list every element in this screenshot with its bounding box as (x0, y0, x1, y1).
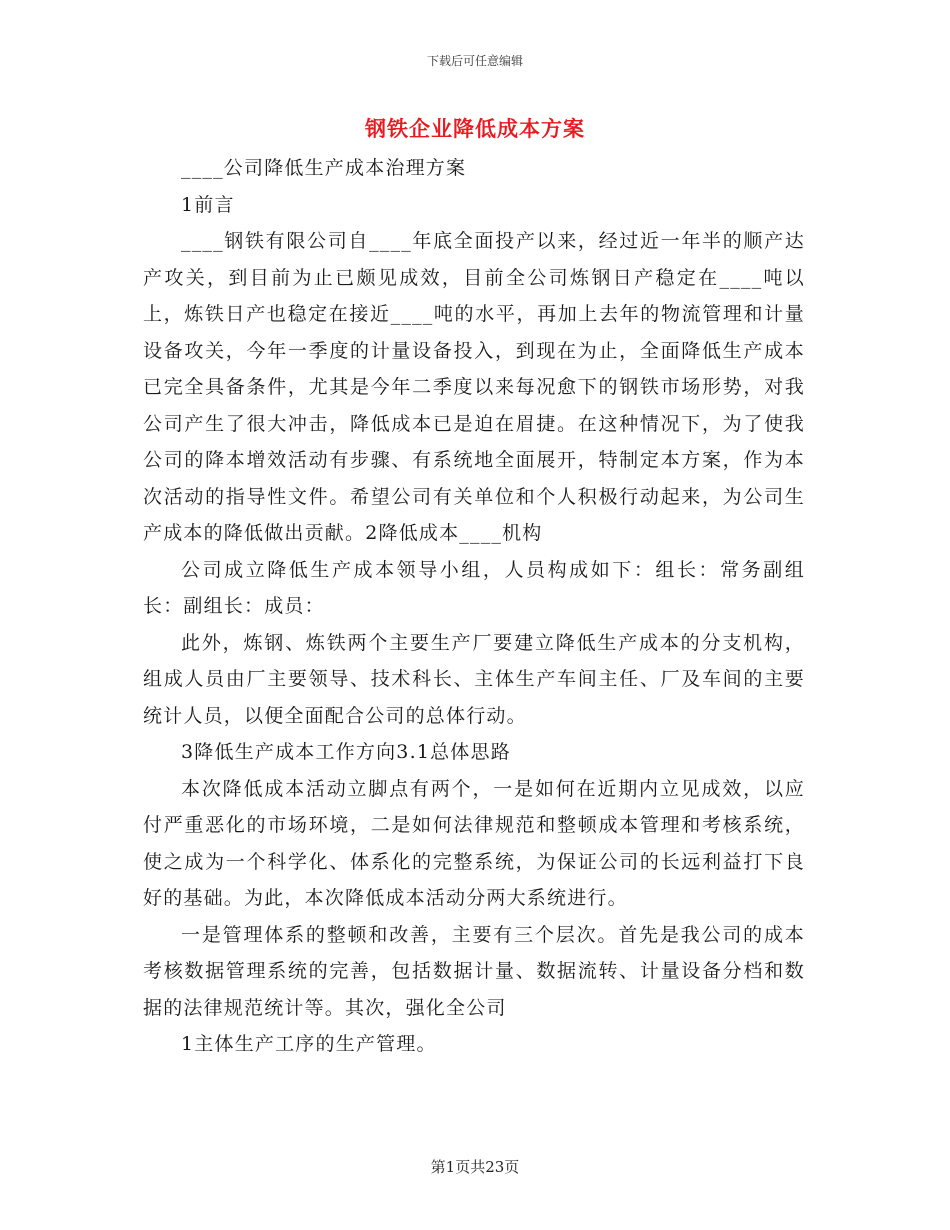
body-paragraph: ____钢铁有限公司自____年底全面投产以来，经过近一年半的顺产达产攻关，到目前为止已颇见成效，目前全公司炼钢日产稳定在____吨以上，炼铁日产也稳定在接近____吨的水平，再加上去年的物流管理和计量设备攻关，今年一季度的计量设备投入，到现在为止，全面降低生产成本已完全具备条件，尤其是今年二季度以来每况愈下的钢铁市场形势，对我公司产生了很大冲击，降低成本已是迫在眉捷。在这种情况下，为了使我公司的降本增效活动有步骤、有系统地全面展开，特制定本方案，作为本次活动的指导性文件。希望公司有关单位和个人积极行动起来，为公司生产成本的降低做出贡献。2降低成本____机构 (143, 230, 805, 544)
body-paragraph: 1主体生产工序的生产管理。 (181, 1033, 437, 1055)
body-paragraph: 本次降低成本活动立脚点有两个，一是如何在近期内立见成效，以应付严重恶化的市场环境，二是如何法律规范和整顿成本管理和考核系统，使之成为一个科学化、体系化的完整系统，为保证公司的长远利益打下良好的基础。为此，本次降低成本活动分两大系统进行。 (143, 777, 805, 909)
page-header-note: 下载后可任意编辑 (426, 54, 523, 68)
document-title: 钢铁企业降低成本方案 (365, 116, 585, 141)
body-paragraph: 公司成立降低生产成本领导小组，人员构成如下：组长：常务副组长：副组长：成员： (143, 558, 805, 617)
subtitle-paragraph: ____公司降低生产成本治理方案 (181, 157, 467, 179)
section-heading-preface: 1前言 (181, 193, 235, 216)
section-heading-direction: 3降低生产成本工作方向3.1总体思路 (181, 741, 511, 763)
body-paragraph: 一是管理体系的整顿和改善，主要有三个层次。首先是我公司的成本考核数据管理系统的完善，包括数据计量、数据流转、计量设备分档和数据的法律规范统计等。其次，强化全公司 (143, 923, 805, 1019)
page-footer-number: 第1页共23页 (430, 1158, 520, 1176)
body-paragraph: 此外，炼钢、炼铁两个主要生产厂要建立降低生产成本的分支机构，组成人员由厂主要领导、技术科长、主体生产车间主任、厂及车间的主要统计人员，以便全面配合公司的总体行动。 (143, 631, 805, 727)
document-body (143, 150, 805, 1063)
